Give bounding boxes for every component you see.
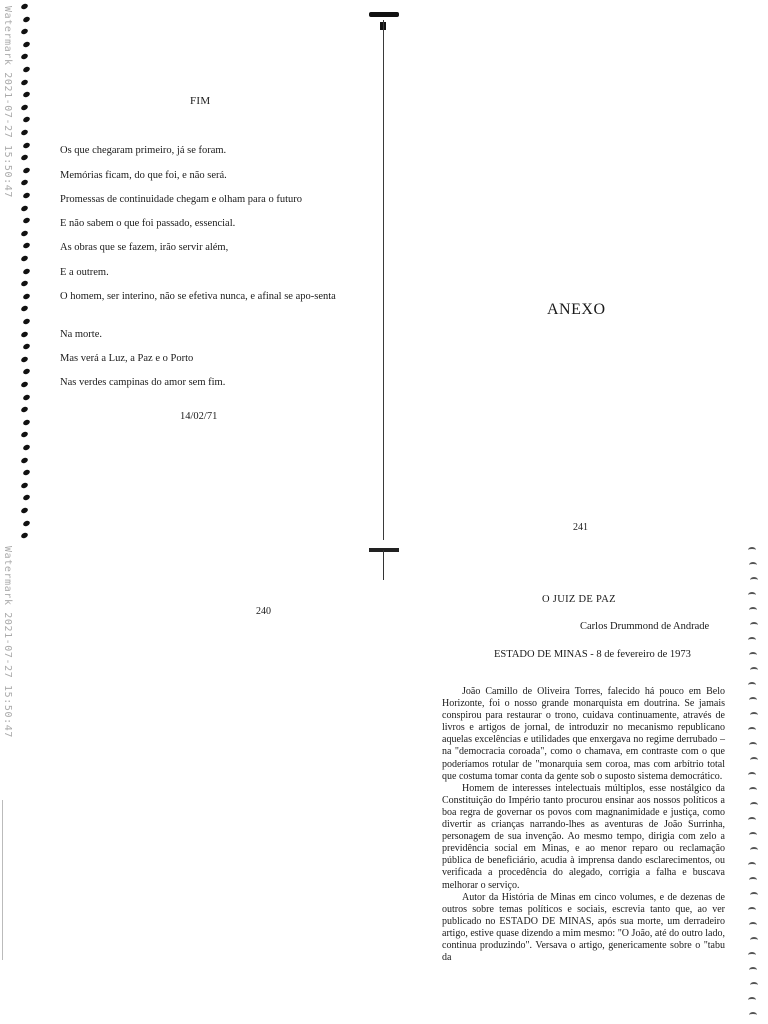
- article-author: Carlos Drummond de Andrade: [580, 621, 710, 632]
- poem-line: O homem, ser interino, não se efetiva nunca, e afinal se apo-senta: [60, 291, 336, 302]
- watermark: Watermark 2021-07-27 15:50:47: [2, 546, 13, 738]
- binding-edge-mark: [748, 592, 756, 598]
- binding-edge-mark: [748, 817, 756, 823]
- binding-hole: [21, 154, 29, 161]
- article-title: O JUIZ DE PAZ: [542, 594, 616, 605]
- watermark: Watermark 2021-07-27 15:50:47: [2, 6, 13, 198]
- binding-edge-mark: [748, 772, 756, 778]
- poem-line: As obras que se fazem, irão servir além,: [60, 242, 229, 253]
- binding-hole: [21, 129, 29, 136]
- binding-hole: [21, 230, 29, 237]
- binding-hole: [21, 406, 29, 413]
- binding-edge-mark: [748, 727, 756, 733]
- binding-hole: [22, 141, 30, 148]
- binding-hole: [22, 318, 30, 325]
- binding-edge-mark: [748, 997, 756, 1003]
- spine-clip-mark: [369, 548, 399, 552]
- binding-edge-mark: [750, 802, 758, 808]
- binding-edge-mark: [749, 562, 757, 568]
- binding-edge-mark: [748, 682, 756, 688]
- binding-edge-mark: [749, 697, 757, 703]
- binding-edge-mark: [749, 787, 757, 793]
- binding-hole: [22, 519, 30, 526]
- binding-edge-mark: [750, 577, 758, 583]
- annex-title: ANEXO: [547, 301, 606, 318]
- binding-hole: [21, 53, 29, 60]
- binding-hole: [21, 532, 29, 539]
- poem-line: Na morte.: [60, 329, 102, 340]
- binding-hole: [22, 419, 30, 426]
- binding-hole: [22, 469, 30, 476]
- binding-hole: [22, 368, 30, 375]
- binding-hole: [22, 192, 30, 199]
- article-paragraph: Autor da História de Minas em cinco volumes, e de dezenas de outros sobre temas políticos e sociais, escrevia tanto que, ao ver publicado no ESTADO DE MINAS, após sua morte, um derradeiro artigo, estive quase dizendo a mim mesmo: "O João, até do outro lado, continua produzindo". Versava o artigo, genericamente sobre o "tabu da: [442, 891, 725, 964]
- binding-edge-mark: [748, 952, 756, 958]
- page-gutter-line: [383, 550, 384, 580]
- binding-edge-mark: [750, 937, 758, 943]
- binding-hole: [22, 494, 30, 501]
- poem-line: Nas verdes campinas do amor sem fim.: [60, 377, 226, 388]
- binding-hole: [22, 41, 30, 48]
- binding-hole: [22, 242, 30, 249]
- binding-hole: [21, 482, 29, 489]
- binding-hole: [22, 66, 30, 73]
- page-gutter-line: [383, 20, 384, 540]
- binding-edge-mark: [749, 652, 757, 658]
- binding-hole: [21, 280, 29, 287]
- binding-edge-mark: [749, 967, 757, 973]
- binding-hole: [22, 167, 30, 174]
- spine-clip-mark: [369, 12, 399, 17]
- binding-edge-mark: [749, 832, 757, 838]
- binding-hole: [22, 267, 30, 274]
- binding-hole: [21, 356, 29, 363]
- binding-hole: [22, 15, 30, 22]
- binding-hole: [21, 381, 29, 388]
- binding-edge-mark: [749, 742, 757, 748]
- binding-edge-mark: [748, 547, 756, 553]
- binding-edge-mark: [750, 667, 758, 673]
- binding-hole: [21, 305, 29, 312]
- binding-edge-mark: [748, 862, 756, 868]
- binding-hole: [21, 330, 29, 337]
- poem-line: Memórias ficam, do que foi, e não será.: [60, 170, 227, 181]
- binding-edge-mark: [750, 892, 758, 898]
- binding-hole: [21, 255, 29, 262]
- article-paragraph: Homem de interesses intelectuais múltiplos, esse nostálgico da Constituição do Império tanto procurou ensinar aos nossos políticos a boa regra de governar os povos com magnanimidade e justiça, como divertir as crianças narrando-lhes as aventuras de João Surrinha, personagem de sua invenção. Ao mesmo tempo, dirigia com zelo a previdência social em Minas, e ao menor reparo ou reclamação pública de beneficiário, acudia à imprensa dando esclarecimentos, ou verificada a procedência do alegado, corrigia a falha e buscava melhorar o serviço.: [442, 782, 725, 891]
- poem-title: FIM: [190, 95, 211, 107]
- binding-hole: [21, 456, 29, 463]
- binding-hole: [21, 78, 29, 85]
- poem-line: Os que chegaram primeiro, já se foram.: [60, 145, 227, 156]
- binding-hole: [22, 393, 30, 400]
- article-paragraph: João Camillo de Oliveira Torres, falecido há pouco em Belo Horizonte, foi o nosso grande monarquista em doutrina. Se jamais conspirou para restaurar o trono, cuidava continuamente, através de livros e artigos de jornal, de introduzir no mecanismo republicano aquelas excelências e utilidades que enxergava no regime derrubado – na "democracia coroada", como o chamava, em contraste com o que poderíamos rotular de "monarquia sem coroa, mas com arbítrio total que costuma tomar conta da gente sob o suposto sistema democrático.: [442, 686, 725, 782]
- binding-hole: [21, 179, 29, 186]
- binding-edge-mark: [749, 877, 757, 883]
- poem-date: 14/02/71: [180, 411, 218, 422]
- binding-edge-mark: [748, 637, 756, 643]
- binding-holes: [19, 0, 31, 545]
- page-number: 241: [573, 522, 588, 533]
- binding-hole: [22, 217, 30, 224]
- page-edge-line: [2, 800, 3, 960]
- binding-edge-mark: [749, 607, 757, 613]
- binding-hole: [21, 507, 29, 514]
- article-source: ESTADO DE MINAS - 8 de fevereiro de 1973: [494, 649, 691, 660]
- binding-edge-mark: [748, 907, 756, 913]
- binding-hole: [22, 293, 30, 300]
- binding-edge-mark: [750, 847, 758, 853]
- poem-line: Mas verá a Luz, a Paz e o Porto: [60, 353, 194, 364]
- binding-hole: [21, 3, 29, 10]
- binding-edge-mark: [749, 1012, 757, 1018]
- binding-hole: [21, 104, 29, 111]
- binding-hole: [21, 431, 29, 438]
- binding-edge-mark: [750, 757, 758, 763]
- page-number: 240: [256, 606, 271, 617]
- poem-line: Promessas de continuidade chegam e olham para o futuro: [60, 194, 303, 205]
- binding-edge-mark: [749, 922, 757, 928]
- binding-edge-mark: [750, 622, 758, 628]
- binding-hole: [21, 204, 29, 211]
- binding-hole: [21, 28, 29, 35]
- binding-hole: [22, 444, 30, 451]
- article-body: [442, 686, 725, 964]
- poem-line: E não sabem o que foi passado, essencial.: [60, 218, 236, 229]
- binding-hole: [22, 116, 30, 123]
- poem-line: E a outrem.: [60, 267, 109, 278]
- binding-edge-mark: [750, 982, 758, 988]
- binding-hole: [22, 91, 30, 98]
- binding-hole: [22, 343, 30, 350]
- binding-edge-marks: [744, 545, 764, 1024]
- binding-edge-mark: [750, 712, 758, 718]
